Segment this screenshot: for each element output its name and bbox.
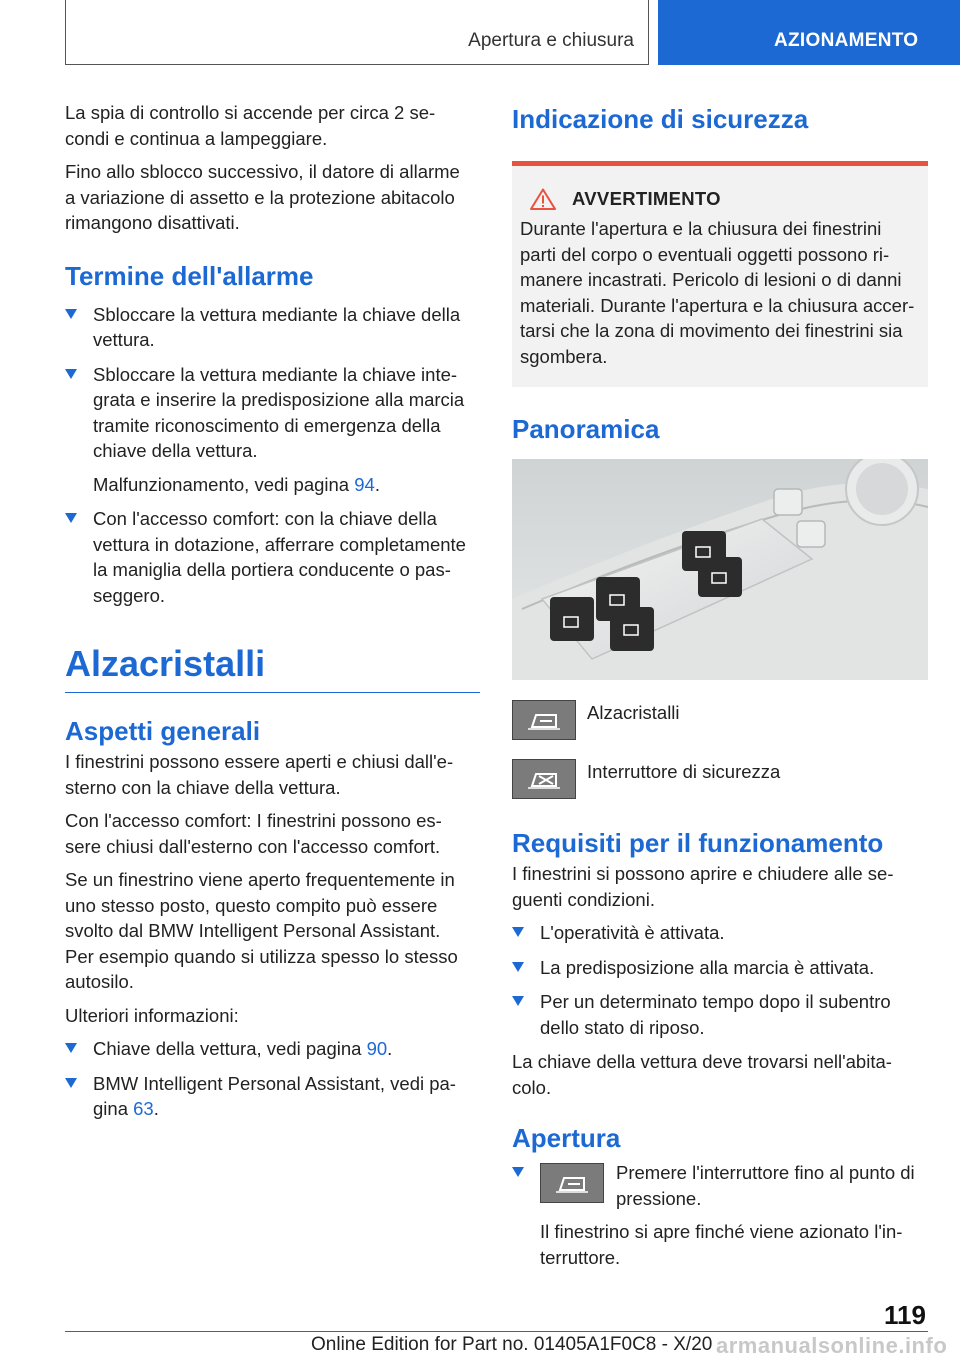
heading-underline xyxy=(65,692,480,693)
heading-termine-allarme: Termine dell'allarme xyxy=(65,260,314,291)
safety-switch-symbol-icon xyxy=(512,759,576,799)
warning-triangle-icon xyxy=(530,188,556,210)
right-column xyxy=(512,100,928,1270)
list-info xyxy=(65,1036,480,1122)
paragraph-sblocco: Fino allo sblocco successivo, il datore di allarme a variazione di assetto e la protezione abitacolo rimangono disattivati. xyxy=(65,161,460,233)
paragraph-aspetti-2: Con l'accesso comfort: I finestrini possono es- sere chiusi dall'esterno con l'accesso comfort. xyxy=(65,810,442,857)
list-item: Per un determinato tempo dopo il subentro dello stato di riposo. xyxy=(512,989,928,1040)
legend-row-interruttore xyxy=(512,759,928,799)
header-section-box xyxy=(65,0,649,65)
window-lifter-symbol-icon xyxy=(512,700,576,740)
page-link-63[interactable]: 63 xyxy=(133,1098,154,1119)
list-termine xyxy=(65,302,480,609)
heading-indicazione-sicurezza: Indicazione di sicurezza xyxy=(512,104,809,134)
bullet-triangle-icon xyxy=(65,513,77,523)
paragraph-chiave: La chiave della vettura deve trovarsi nell'abita- colo. xyxy=(512,1051,892,1098)
header-chapter-title: AZIONAMENTO xyxy=(774,30,919,51)
legend-row-alzacristalli xyxy=(512,700,928,740)
heading-panoramica: Panoramica xyxy=(512,414,660,444)
legend-label: Alzacristalli xyxy=(587,702,680,723)
door-panel-illustration xyxy=(512,459,928,680)
window-switch-photo xyxy=(512,459,928,680)
legend-label: Interruttore di sicurezza xyxy=(587,761,781,782)
footer-watermark: armanualsonline.info xyxy=(716,1333,948,1358)
warning-header xyxy=(520,188,920,210)
header-section-title: Apertura e chiusura xyxy=(468,30,634,51)
list-requisiti xyxy=(512,920,928,1040)
heading-alzacristalli: Alzacristalli xyxy=(65,643,266,684)
list-item: Con l'accesso comfort: con la chiave della vettura in dotazione, afferrare completamente la maniglia della portiera conducente o pas- seggero. xyxy=(65,506,480,608)
paragraph-aspetti-1: I finestrini possono essere aperti e chiusi dall'e- sterno con la chiave della vettura. xyxy=(65,751,454,798)
paragraph-ulteriori: Ulteriori informazioni: xyxy=(65,1004,239,1026)
bullet-triangle-icon xyxy=(512,1167,524,1177)
heading-requisiti: Requisiti per il funzionamento xyxy=(512,828,884,858)
paragraph-spia: La spia di controllo si accende per circa 2 se- condi e continua a lampeggiare. xyxy=(65,102,436,149)
warning-text: Durante l'apertura e la chiusura dei finestrini parti del corpo o eventuali oggetti possono ri- manere incastrati. Pericolo di lesioni o di danni materiali. Durante l'apertura e la chiusura accer- tarsi che la zona di movimento dei finestrini sia sgombera. xyxy=(520,218,915,367)
bullet-triangle-icon xyxy=(65,369,77,379)
warning-title: AVVERTIMENTO xyxy=(572,188,721,209)
bullet-triangle-icon xyxy=(512,927,524,937)
list-item: Sbloccare la vettura mediante la chiave inte- grata e inserire la predisposizione alla marcia tramite riconoscimento di emergenza della chiave della vettura. Malfunzionamento, vedi pagina 94. xyxy=(65,362,480,498)
list-item: Chiave della vettura, vedi pagina 90. xyxy=(65,1036,480,1062)
left-column xyxy=(65,100,480,1131)
header-chapter-tab[interactable] xyxy=(658,0,960,65)
list-item: L'operatività è attivata. xyxy=(512,920,928,946)
apertura-instruction: Premere l'interruttore fino al punto di pressione. xyxy=(616,1162,915,1209)
malfunction-reference: Malfunzionamento, vedi pagina 94. xyxy=(93,473,380,495)
bullet-triangle-icon xyxy=(512,962,524,972)
page-link-94[interactable]: 94 xyxy=(354,473,375,495)
window-lifter-symbol-icon xyxy=(540,1163,604,1203)
heading-apertura: Apertura xyxy=(512,1123,621,1153)
footer-edition: Online Edition for Part no. 01405A1F0C8 - X/20 xyxy=(311,1334,713,1355)
heading-aspetti-generali: Aspetti generali xyxy=(65,716,261,746)
bullet-triangle-icon xyxy=(65,1078,77,1088)
page-link-90[interactable]: 90 xyxy=(366,1038,388,1059)
bullet-triangle-icon xyxy=(512,996,524,1006)
warning-box xyxy=(512,161,928,387)
apertura-step xyxy=(512,1160,928,1270)
apertura-result: Il finestrino si apre finché viene azionato l'in- terruttore. xyxy=(540,1221,903,1268)
footer-rule xyxy=(65,1331,928,1332)
paragraph-requisiti: I finestrini si possono aprire e chiudere alle se- guenti condizioni. xyxy=(512,863,894,910)
list-item: Sbloccare la vettura mediante la chiave della vettura. xyxy=(65,302,480,353)
bullet-triangle-icon xyxy=(65,1043,77,1053)
paragraph-aspetti-3: Se un finestrino viene aperto frequentemente in uno stesso posto, questo compito può essere svolto dal BMW Intelligent Personal Assistant. Per esempio quando si utilizza spesso lo stesso autosilo. xyxy=(65,869,458,992)
list-item: La predisposizione alla marcia è attivata. xyxy=(512,955,928,981)
list-item: BMW Intelligent Personal Assistant, vedi pa- gina 63. xyxy=(65,1071,480,1122)
bullet-triangle-icon xyxy=(65,309,77,319)
page-number: 119 xyxy=(884,1300,926,1330)
